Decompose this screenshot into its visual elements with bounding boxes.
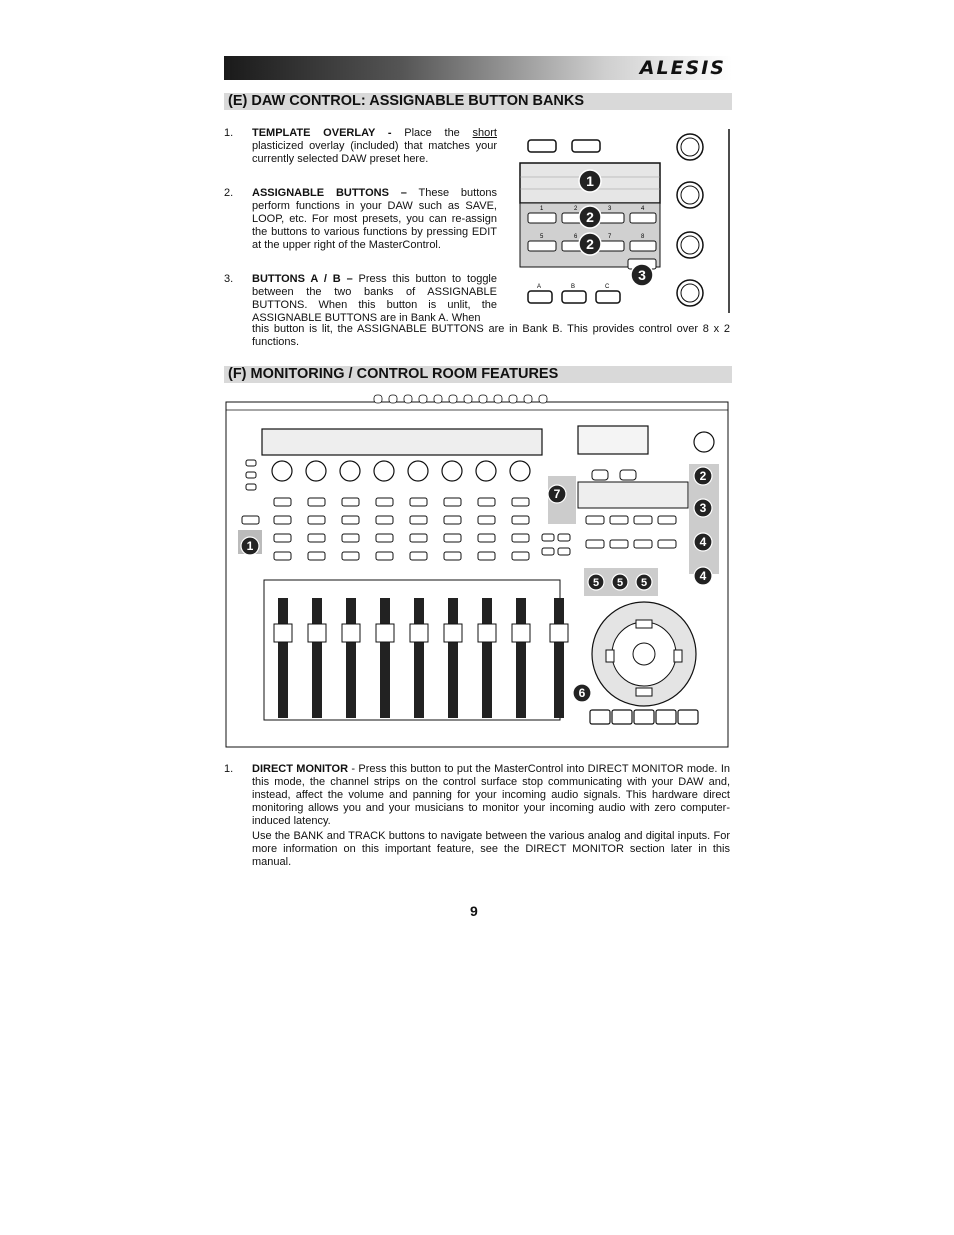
item-number: 1. bbox=[224, 127, 234, 139]
list-item-direct-monitor: DIRECT MONITOR - Press this button to put the MasterControl into DIRECT MONITOR mode. In this mode, the channel strips on the control surface stop communicating with your DAW and, instead, affect the volume and panning for your incoming audio signals. This hardware direct monitoring allows you and your musicians to monitor your incoming audio with zero computer-induced latency. bbox=[252, 763, 730, 827]
section-f-heading bbox=[224, 366, 732, 383]
item-number: 3. bbox=[224, 273, 234, 285]
button-number: 5 bbox=[540, 234, 544, 240]
svg-text:2: 2 bbox=[699, 469, 707, 483]
svg-text:2: 2 bbox=[586, 209, 594, 225]
brand-logo: ALESIS bbox=[639, 57, 726, 79]
svg-text:5: 5 bbox=[640, 577, 648, 589]
svg-text:6: 6 bbox=[578, 686, 586, 700]
page-number: 9 bbox=[470, 903, 478, 919]
button-number: 2 bbox=[574, 206, 578, 212]
button-number: 7 bbox=[608, 234, 612, 240]
button-number: 8 bbox=[641, 234, 645, 240]
item-number: 2. bbox=[224, 187, 234, 199]
list-item-buttons-ab: BUTTONS A / B – Press this button to toggle between the two banks of ASSIGNABLE BUTTONS. When this button is unlit, the ASSIGNABLE BUTTONS are in Bank A. When bbox=[252, 273, 497, 324]
assignable-buttons-figure bbox=[510, 127, 735, 319]
section-e-heading bbox=[224, 93, 732, 110]
button-number: 1 bbox=[540, 206, 544, 212]
item-number: 1. bbox=[224, 763, 234, 775]
list-item-template-overlay: TEMPLATE OVERLAY - Place the short plasticized overlay (included) that matches your currently selected DAW preset here. bbox=[252, 127, 497, 165]
svg-text:5: 5 bbox=[592, 577, 600, 589]
output-button-label: A bbox=[537, 284, 542, 290]
button-number: 4 bbox=[641, 206, 645, 212]
item-term: TEMPLATE OVERLAY - bbox=[252, 127, 392, 139]
svg-text:3: 3 bbox=[699, 501, 707, 515]
output-button-label: C bbox=[605, 284, 610, 290]
item-term: DIRECT MONITOR bbox=[252, 763, 349, 775]
svg-text:3: 3 bbox=[638, 267, 646, 283]
item-term: ASSIGNABLE BUTTONS – bbox=[252, 187, 407, 199]
item-term: BUTTONS A / B – bbox=[252, 273, 353, 285]
button-number: 6 bbox=[574, 234, 578, 240]
svg-text:7: 7 bbox=[553, 487, 561, 501]
mastercontrol-overview-figure bbox=[224, 392, 732, 750]
svg-text:1: 1 bbox=[586, 173, 594, 189]
button-number: 3 bbox=[608, 206, 612, 212]
list-item-buttons-ab-cont: this button is lit, the ASSIGNABLE BUTTONS are in Bank B. This provides control over 8 x 2 functions. bbox=[252, 323, 730, 348]
header-banner bbox=[224, 56, 732, 80]
list-item-assignable-buttons: ASSIGNABLE BUTTONS – These buttons perform functions in your DAW such as SAVE, LOOP, etc. For most presets, you can re-assign the buttons to various functions by pressing EDIT at the upper right of the MasterControl. bbox=[252, 187, 497, 251]
section-f-title: (F) MONITORING / CONTROL ROOM FEATURES bbox=[228, 366, 559, 382]
output-button-label: B bbox=[571, 284, 576, 290]
direct-monitor-note: Use the BANK and TRACK buttons to navigate between the various analog and digital inputs. For more information on this important feature, see the DIRECT MONITOR section later in this manual. bbox=[252, 830, 730, 868]
svg-text:5: 5 bbox=[616, 577, 624, 589]
svg-text:1: 1 bbox=[246, 539, 254, 553]
svg-text:2: 2 bbox=[586, 236, 594, 252]
svg-text:4: 4 bbox=[699, 569, 707, 583]
section-e-title: (E) DAW CONTROL: ASSIGNABLE BUTTON BANKS bbox=[228, 93, 585, 109]
svg-text:4: 4 bbox=[699, 535, 707, 549]
